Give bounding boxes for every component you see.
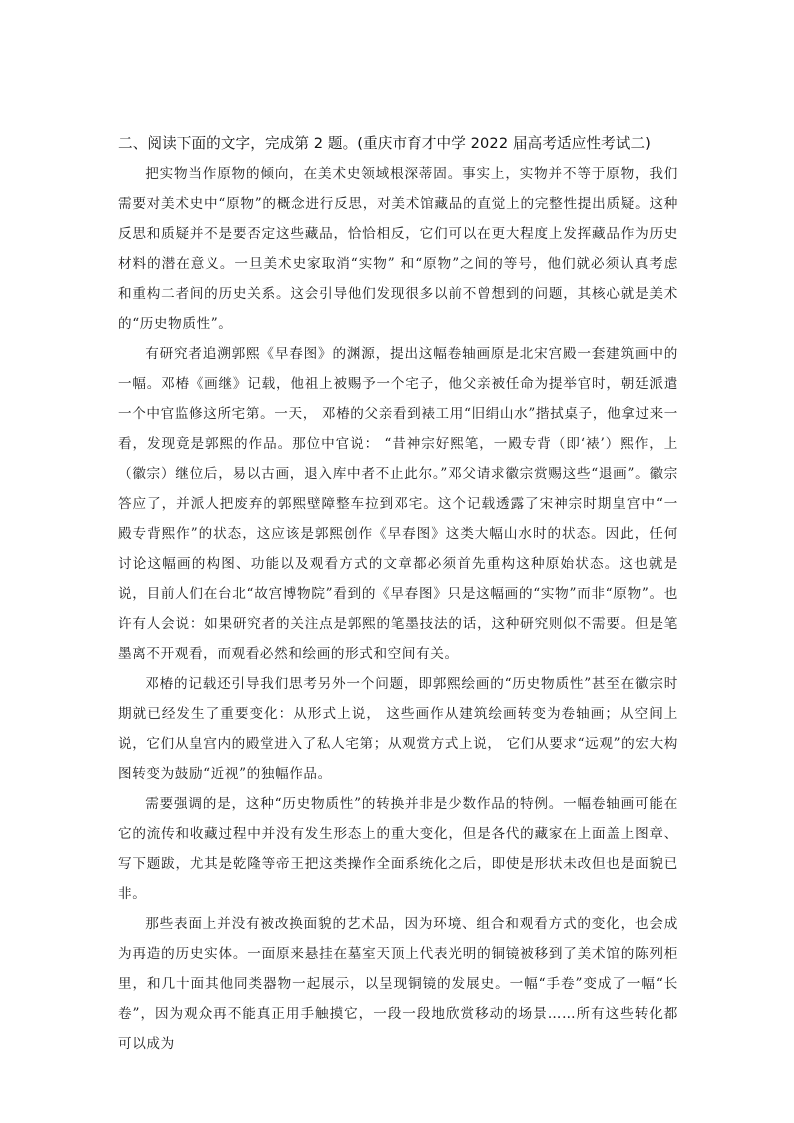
paragraph-2: 有研究者追溯郭熙《早春图》的渊源，提出这幅卷轴画原是北宋宫殿一套建筑画中的一幅。邓椿《画继》记载，他祖上被赐予一个宅子，他父亲被任命为提举官时，朝廷派遣一个中官监修这所宅第。一天， 邓椿的父亲看到裱工用“旧绢山水”揩拭桌子，他拿过来一看，发现竟是郭熙的作品。那位中官说： “昔神宗好熙笔，一殿专背（即‘裱’）熙作，上（徽宗）继位后，易以古画，退入库中者不止此尔。”邓父请求徽宗赏赐这些“退画”。徽宗答应了，并派人把废弃的郭熙壁障整车拉到邓宅。这个记载透露了宋神宗时期皇宫中“一殿专背熙作”的状态，这应该是郭熙创作《早春图》这类大幅山水时的状态。因此，任何讨论这幅画的构图、功能以及观看方式的文章都必须首先重构这种原始状态。这也就是说，目前人们在台北“故宫博物院”看到的《早春图》只是这幅画的“实物”而非“原物”。也许有人会说：如果研究者的关注点是郭熙的笔墨技法的话，这种研究则似不需要。但是笔墨离不开观看，而观看必然和绘画的形式和空间有关。 <box>118 346 678 662</box>
paragraph-1: 把实物当作原物的倾向，在美术史领域根深蒂固。事实上，实物并不等于原物，我们需要对美术史中“原物”的概念进行反思，对美术馆藏品的直觉上的完整性提出质疑。这种反思和质疑并不是要否定这些藏品，恰恰相反，它们可以在更大程度上发挥藏品作为历史材料的潜在意义。一旦美术史家取消“实物” 和“原物”之间的等号，他们就必须认真考虑和重构二者间的历史关系。这会引导他们发现很多以前不曾想到的问题，其核心就是美术的“历史物质性”。 <box>118 166 678 332</box>
article-body <box>118 159 678 1059</box>
paragraph-5: 那些表面上并没有被改换面貌的艺术品，因为环境、组合和观看方式的变化，也会成为再造的历史实体。一面原来悬挂在墓室天顶上代表光明的铜镜被移到了美术馆的陈列柜里，和几十面其他同类器物一起展示，以呈现铜镜的发展史。一幅“手卷”变成了一幅“长卷”，因为观众再不能真正用手触摸它，一段一段地欣赏移动的场景……所有这些转化都可以成为 <box>118 916 678 1052</box>
paragraph-4: 需要强调的是，这种“历史物质性”的转换并非是少数作品的特例。一幅卷轴画可能在它的流传和收藏过程中并没有发生形态上的重大变化，但是各代的藏家在上面盖上图章、写下题跋，尤其是乾隆等帝王把这类操作全面系统化之后，即使是形状未改但也是面貌已非。 <box>118 796 678 902</box>
question-header: 二、阅读下面的文字，完成第 2 题。(重庆市育才中学 2022 届高考适应性考试二) <box>118 135 651 152</box>
paragraph-3: 邓椿的记载还引导我们思考另外一个问题，即郭熙绘画的“历史物质性”甚至在徽宗时期就已经发生了重要变化：从形式上说， 这些画作从建筑绘画转变为卷轴画；从空间上说，它们从皇宫内的殿堂进入了私人宅第；从观赏方式上说， 它们从要求“远观”的宏大构图转变为鼓励“近视”的独幅作品。 <box>118 676 678 782</box>
